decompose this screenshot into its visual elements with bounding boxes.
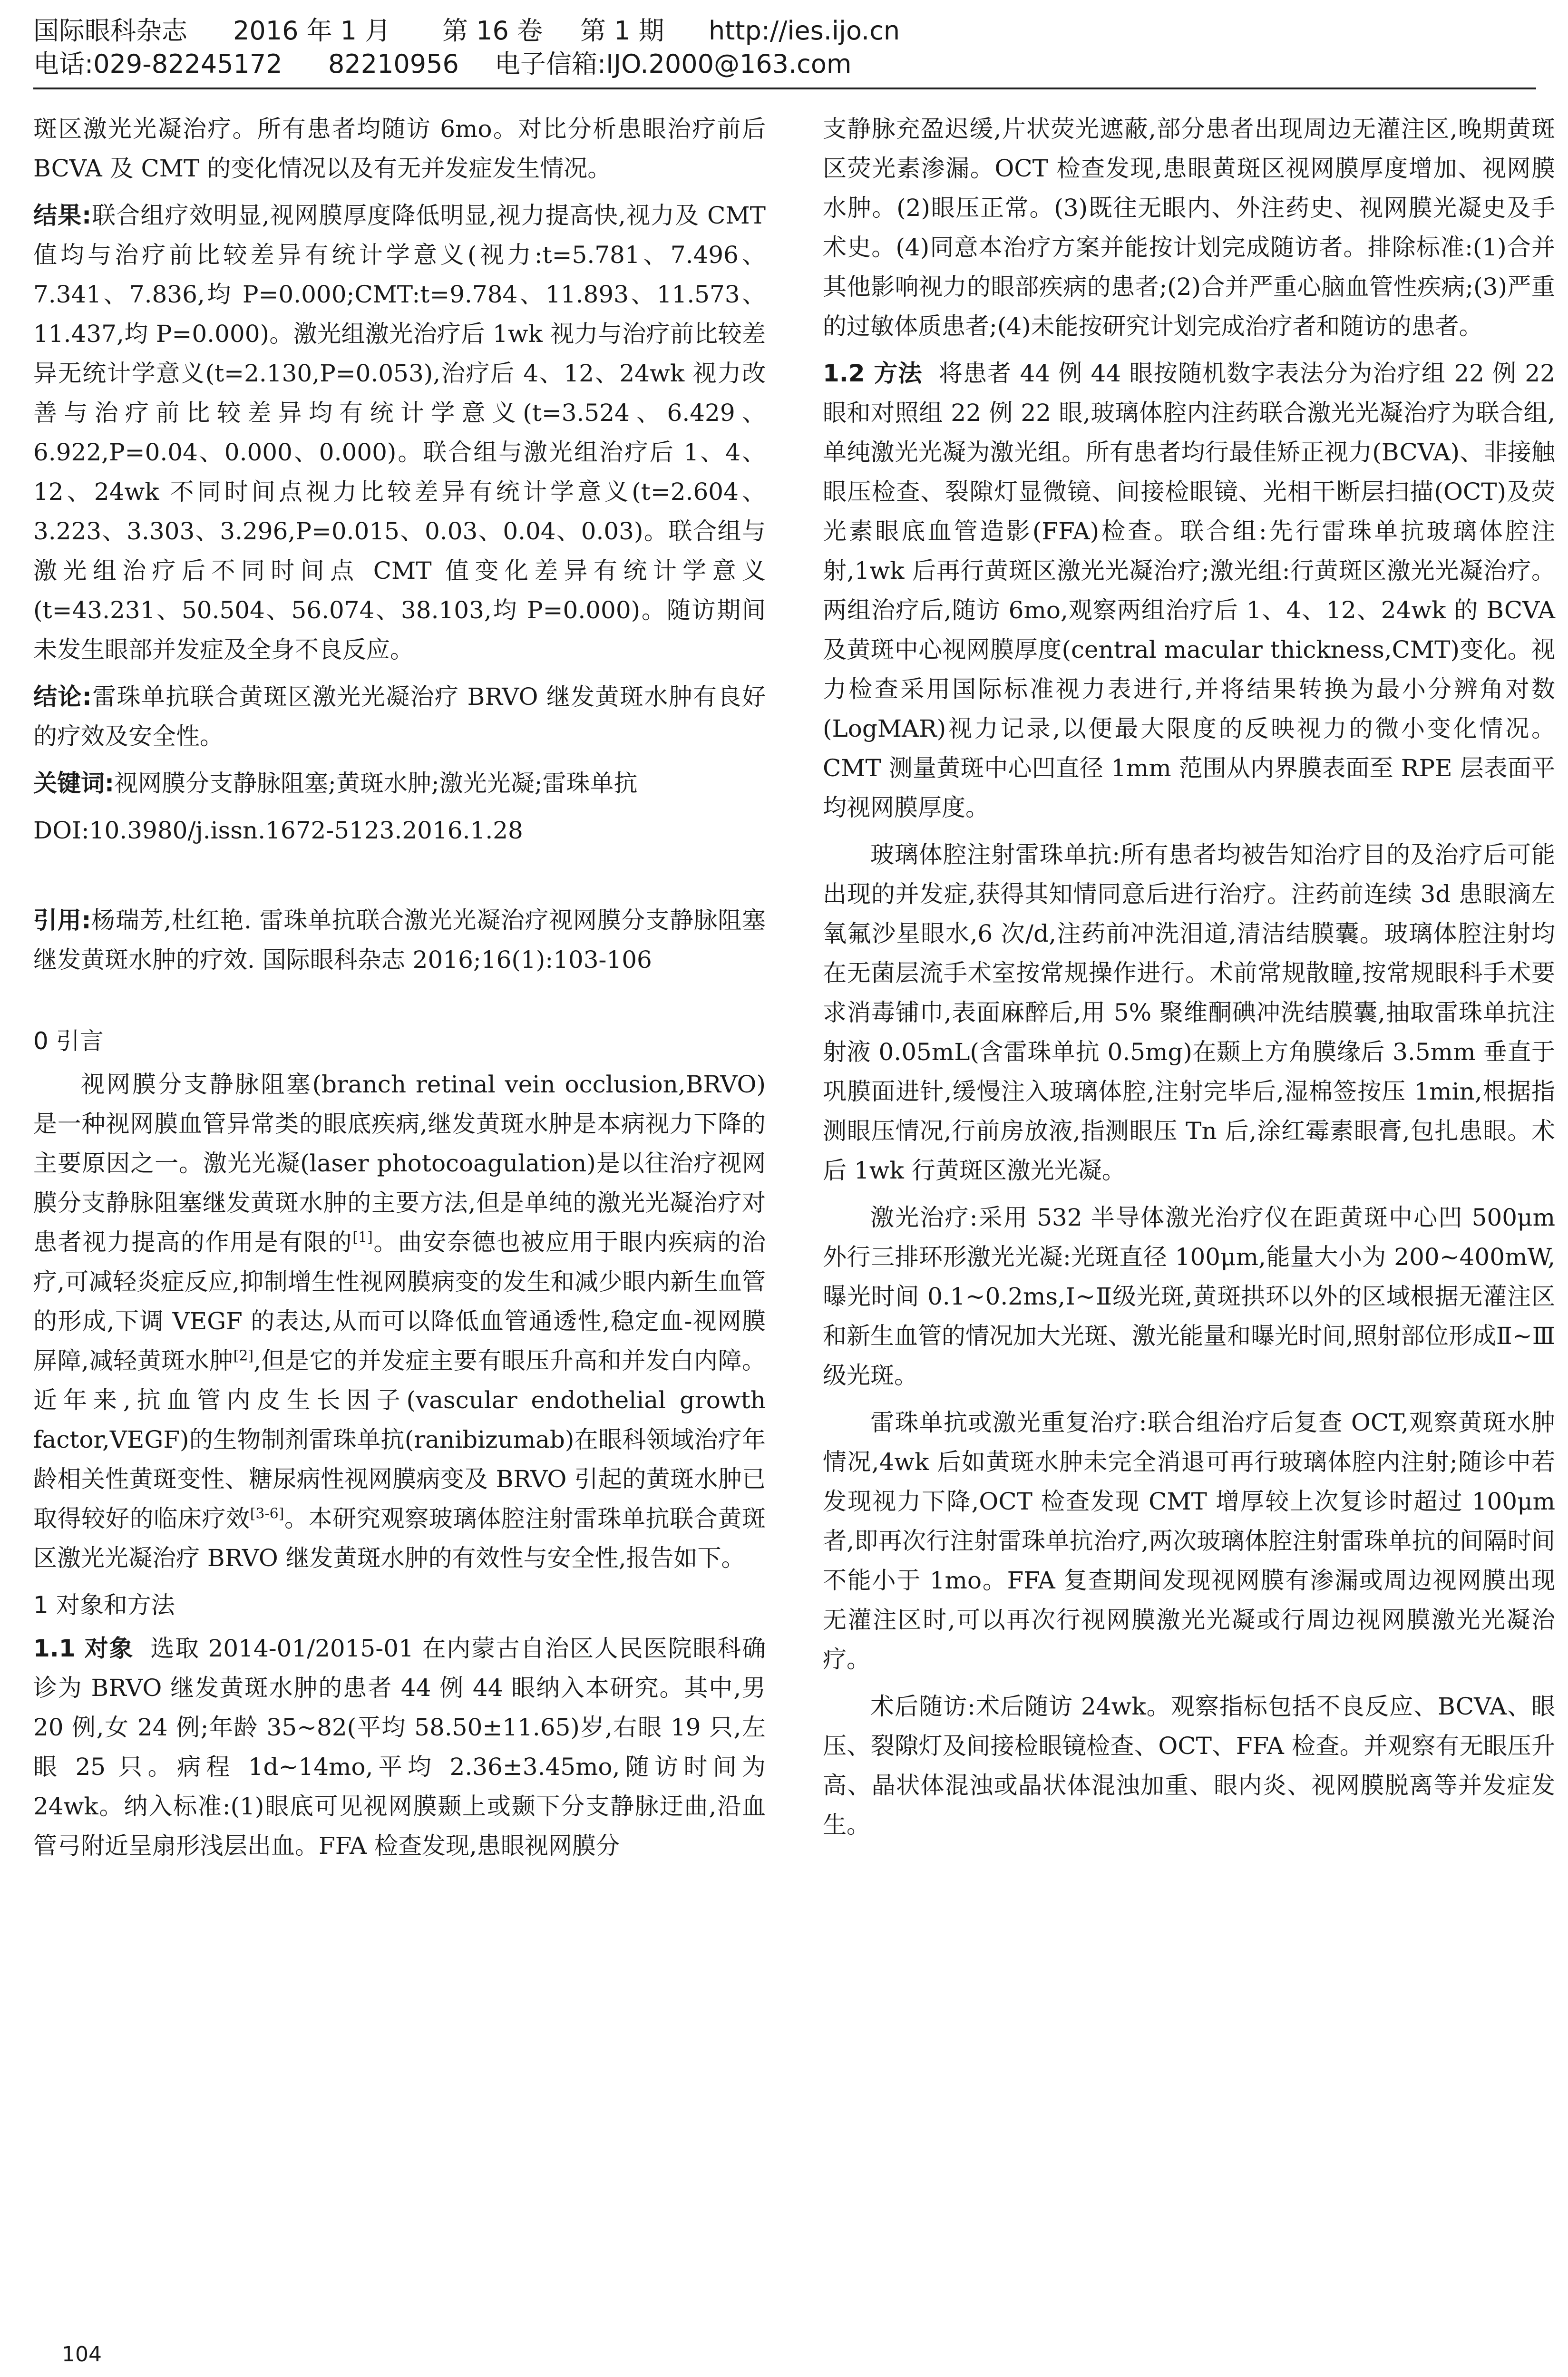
journal-url[interactable]: http://ies.ijo.cn — [709, 16, 900, 46]
keywords-text: 视网膜分支静脉阻塞;黄斑水肿;激光光凝;雷珠单抗 — [114, 770, 638, 797]
header-line-1 — [33, 14, 1536, 48]
page-number: 104 — [62, 2342, 102, 2367]
subjects-label: 1.1 对象 — [33, 1635, 134, 1662]
spacer — [33, 987, 766, 1016]
method-label: 1.2 方法 — [823, 360, 923, 387]
header-line-2 — [33, 48, 1536, 81]
keywords — [33, 764, 766, 803]
abstract-results — [33, 196, 766, 670]
left-column — [33, 109, 766, 1873]
header-rule — [33, 88, 1536, 89]
ref-3-6[interactable]: [3-6] — [250, 1505, 284, 1522]
doi: DOI:10.3980/j.issn.1672-5123.2016.1.28 — [33, 817, 523, 844]
citation — [33, 901, 766, 980]
results-text: 联合组疗效明显,视网膜厚度降低明显,视力提高快,视力及 CMT 值均与治疗前比较差异有统计学意义(视力:t=5.781、7.496、7.341、7.836,均 P=0.000;CMT:t=9.784、11.893、11.573、11.437,均 P=0.000)。激光组激光治疗后 1wk 视力与治疗前比较差异无统计学意义(t=2.130,P=0.053),治疗后 4、12、24wk 视力改善与治疗前比较差异均有统计学意义(t=3.524、6.429、6.922,P=0.04、0.000、0.000)。联合组与激光组治疗后 1、4、12、24wk 不同时间点视力比较差异有统计学意义(t=2.604、3.223、3.303、3.296,P=0.015、0.03、0.04、0.03)。联合组与激光组治疗后不同时间点 CMT 值变化差异有统计学意义(t=43.231、50.504、56.074、38.103,均 P=0.000)。随访期间未发生眼部并发症及全身不良反应。 — [33, 202, 766, 663]
intro-text-c: ,但是它的并发症主要有眼压升高和并发白内障。近年来,抗血管内皮生长因子(vascular endothelial growth factor,VEGF)的生物制剂雷珠单抗(ranibizumab)在眼科领域治疗年龄相关性黄斑变性、糖尿病性视网膜病变及 BRVO 引起的黄斑水肿已取得较好的临床疗效 — [33, 1347, 766, 1532]
subjects-continued: 支静脉充盈迟缓,片状荧光遮蔽,部分患者出现周边无灌注区,晚期黄斑区荧光素渗漏。OCT 检查发现,患眼黄斑区视网膜厚度增加、视网膜水肿。(2)眼压正常。(3)既往无眼内、外注药史、视网膜光凝史及手术史。(4)同意本治疗方案并能按计划完成随访者。排除标准:(1)合并其他影响视力的眼部疾病的患者;(2)合并严重心脑血管性疾病;(3)严重的过敏体质患者;(4)未能按研究计划完成治疗者和随访的患者。 — [823, 115, 1555, 340]
subjects-text: 选取 2014-01/2015-01 在内蒙古自治区人民医院眼科确诊为 BRVO 继发黄斑水肿的患者 44 例 44 眼纳入本研究。其中,男 20 例,女 24 例;年龄 35~82(平均 58.50±11.65)岁,右眼 19 只,左眼 25 只。病程 1d~14mo,平均 2.36±3.45mo,随访时间为 24wk。纳入标准:(1)眼底可见视网膜颞上或颞下分支静脉迂曲,沿血管弓附近呈扇形浅层出血。FFA 检查发现,患眼视网膜分 — [33, 1635, 766, 1860]
methods-heading: 1 对象和方法 — [33, 1591, 175, 1619]
repeat-treatment-paragraph: 雷珠单抗或激光重复治疗:联合组治疗后复查 OCT,观察黄斑水肿情况,4wk 后如黄斑水肿未完全消退可再行玻璃体腔内注射;随诊中若发现视力下降,OCT 检查发现 CMT 增厚较上次复诊时超过 100μm 者,即再次行注射雷珠单抗治疗,两次玻璃体腔注射雷珠单抗的间隔时间不能小于 1mo。FFA 复查期间发现视网膜有渗漏或周边视网膜出现无灌注区时,可以再次行视网膜激光光凝或行周边视网膜激光光凝治疗。 — [823, 1409, 1555, 1673]
subjects-paragraph — [33, 1629, 766, 1866]
citation-text: 杨瑞芳,杜红艳. 雷珠单抗联合激光光凝治疗视网膜分支静脉阻塞继发黄斑水肿的疗效. 国际眼科杂志 2016;16(1):103-106 — [33, 906, 766, 974]
intro-heading: 0 引言 — [33, 1027, 104, 1055]
ref-2[interactable]: [2] — [233, 1347, 254, 1364]
email[interactable]: 电子信箱:IJO.2000@163.com — [495, 49, 852, 79]
phone: 电话:029-82245172 — [33, 49, 282, 79]
issue-date: 2016 年 1 月 — [233, 16, 391, 46]
intro-text-a: 视网膜分支静脉阻塞(branch retinal vein occlusion,BRVO)是一种视网膜血管异常类的眼底疾病,继发黄斑水肿是本病视力下降的主要原因之一。激光光凝(laser photocoagulation)是以往治疗视网膜分支静脉阻塞继发黄斑水肿的主要方法,但是单纯的激光光凝治疗对患者视力提高的作用是有限的 — [33, 1071, 766, 1256]
followup-paragraph: 术后随访:术后随访 24wk。观察指标包括不良反应、BCVA、眼压、裂隙灯及间接检眼镜检查、OCT、FFA 检查。并观察有无眼压升高、晶状体混浊或晶状体混浊加重、眼内炎、视网膜脱离等并发症发生。 — [823, 1693, 1555, 1839]
journal-name: 国际眼科杂志 — [33, 16, 187, 46]
conclusion-label: 结论: — [33, 683, 92, 711]
intro-paragraph — [33, 1065, 766, 1578]
abstract-methods-tail: 斑区激光光凝治疗。所有患者均随访 6mo。对比分析患眼治疗前后 BCVA 及 CMT 的变化情况以及有无并发症发生情况。 — [33, 115, 766, 182]
phone-2: 82210956 — [328, 49, 459, 79]
injection-paragraph: 玻璃体腔注射雷珠单抗:所有患者均被告知治疗目的及治疗后可能出现的并发症,获得其知情同意后进行治疗。注药前连续 3d 患眼滴左氧氟沙星眼水,6 次/d,注药前冲洗泪道,清洁结膜囊。玻璃体腔注射均在无菌层流手术室按常规操作进行。术前常规散瞳,按常规眼科手术要求消毒铺巾,表面麻醉后,用 5% 聚维酮碘冲洗结膜囊,抽取雷珠单抗注射液 0.05mL(含雷珠单抗 0.5mg)在颞上方角膜缘后 3.5mm 垂直于巩膜面进针,缓慢注入玻璃体腔,注射完毕后,湿棉签按压 1min,根据指测眼压情况,行前房放液,指测眼压 Tn 后,涂红霉素眼膏,包扎患眼。术后 1wk 行黄斑区激光光凝。 — [823, 841, 1555, 1184]
intro-text-b: 。曲安奈德也被应用于眼内疾病的治疗,可减轻炎症反应,抑制增生性视网膜病变的发生和减少眼内新生血管的形成,下调 VEGF 的表达,从而可以降低血管通透性,稳定血-视网膜屏障,减轻黄斑水肿 — [33, 1228, 766, 1374]
spacer — [33, 858, 766, 901]
citation-label: 引用: — [33, 906, 91, 934]
conclusion-text: 雷珠单抗联合黄斑区激光光凝治疗 BRVO 继发黄斑水肿有良好的疗效及安全性。 — [33, 683, 766, 750]
issue-number: 第 1 期 — [580, 16, 664, 46]
right-column — [823, 109, 1555, 1852]
method-text: 将患者 44 例 44 眼按随机数字表法分为治疗组 22 例 22 眼和对照组 22 例 22 眼,玻璃体腔内注药联合激光光凝治疗为联合组,单纯激光光凝为激光组。所有患者均行最佳矫正视力(BCVA)、非接触眼压检查、裂隙灯显微镜、间接检眼镜、光相干断层扫描(OCT)及荧光素眼底血管造影(FFA)检查。联合组:先行雷珠单抗玻璃体腔注射,1wk 后再行黄斑区激光光凝治疗;激光组:行黄斑区激光光凝治疗。两组治疗后,随访 6mo,观察两组治疗后 1、4、12、24wk 的 BCVA 及黄斑中心视网膜厚度(central macular thickness,CMT)变化。视力检查采用国际标准视力表进行,并将结果转换为最小分辨角对数(LogMAR)视力记录,以便最大限度的反映视力的微小变化情况。CMT 测量黄斑中心凹直径 1mm 范围从内界膜表面至 RPE 层表面平均视网膜厚度。 — [823, 360, 1555, 821]
abstract-conclusion — [33, 677, 766, 756]
journal-header — [33, 14, 1536, 81]
keywords-label: 关键词: — [33, 770, 114, 797]
ref-1[interactable]: [1] — [352, 1229, 373, 1246]
method-paragraph — [823, 354, 1555, 828]
laser-paragraph: 激光治疗:采用 532 半导体激光治疗仪在距黄斑中心凹 500μm 外行三排环形激光光凝:光斑直径 100μm,能量大小为 200~400mW,曝光时间 0.1~0.2ms,Ⅰ~Ⅱ级光斑,黄斑拱环以外的区域根据无灌注区和新生血管的情况加大光斑、激光能量和曝光时间,照射部位形成Ⅱ~Ⅲ级光斑。 — [823, 1204, 1555, 1389]
intro-text-d: 。本研究观察玻璃体腔注射雷珠单抗联合黄斑区激光光凝治疗 BRVO 继发黄斑水肿的有效性与安全性,报告如下。 — [33, 1505, 766, 1572]
volume: 第 16 卷 — [442, 16, 543, 46]
results-label: 结果: — [33, 202, 92, 229]
